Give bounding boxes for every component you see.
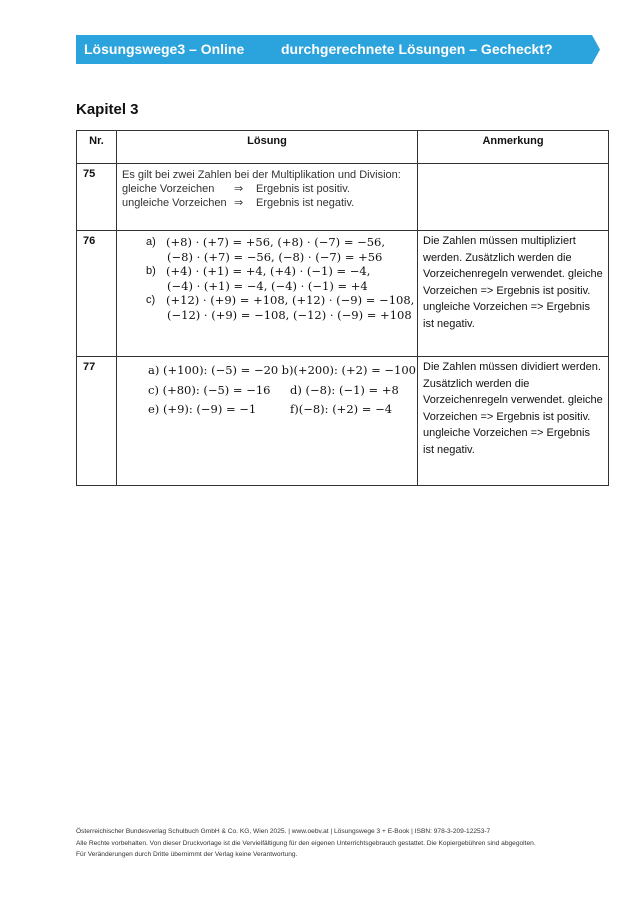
rule-result: Ergebnis ist negativ. xyxy=(256,197,355,209)
equation-pair xyxy=(148,400,416,420)
rule-result: Ergebnis ist positiv. xyxy=(256,183,350,195)
equation-line: (+4) · (+1) = +4, (+4) · (−1) = −4, xyxy=(166,264,371,278)
row-number: 75 xyxy=(77,164,117,231)
row-number: 76 xyxy=(77,231,117,357)
equation-right: f)(−8): (+2) = −4 xyxy=(290,402,393,416)
row-number: 77 xyxy=(77,357,117,486)
multiplication-solutions xyxy=(118,232,416,322)
rule-line xyxy=(122,196,416,210)
equation-line: (−4) · (+1) = −4, (−4) · (−1) = +4 xyxy=(167,278,368,293)
rule-sign: gleiche Vorzeichen xyxy=(122,183,215,195)
equation-left: a) (+100): (−5) = −20 xyxy=(148,363,279,377)
equation-line: (+8) · (+7) = +56, (+8) · (−7) = −56, xyxy=(166,235,386,249)
header-banner xyxy=(76,35,600,64)
part-label: a) xyxy=(146,236,156,248)
footer-line: Alle Rechte vorbehalten. Von dieser Druckvorlage ist die Vervielfältigung für den eigenen Unterrichtsgebrauch gestattet. Die Kopiergebühren sind abgegolten. xyxy=(76,839,536,847)
solution-part xyxy=(146,293,416,308)
solution-cell xyxy=(117,231,418,357)
implies-icon: ⇒ xyxy=(234,183,244,195)
header-anmerkung: Anmerkung xyxy=(418,131,609,164)
rule-sign: ungleiche Vorzeichen xyxy=(122,197,227,209)
footer xyxy=(76,826,536,861)
equation-pair xyxy=(148,361,416,381)
footer-line: Für Veränderungen durch Dritte übernimmt der Verlag keine Verantwortung. xyxy=(76,851,298,858)
chapter-title: Kapitel 3 xyxy=(76,101,139,118)
equation-pair xyxy=(148,381,416,401)
note-cell: Die Zahlen müssen dividiert werden. Zusätzlich werden die Vorzeichenregeln verwendet. gleiche Vorzeichen => Ergebnis ist positiv. ungleiche Vorzeichen => Ergebnis ist negativ. xyxy=(418,357,609,486)
header-loesung: Lösung xyxy=(117,131,418,164)
equation-left: c) (+80): (−5) = −16 xyxy=(148,382,271,397)
solution-cell xyxy=(117,164,418,231)
equation-line: (−12) · (+9) = −108, (−12) · (−9) = +108 xyxy=(167,307,412,322)
division-solutions xyxy=(118,358,416,420)
header-nr: Nr. xyxy=(77,131,117,164)
solution-part xyxy=(146,235,416,250)
rule-line xyxy=(122,182,416,196)
note-cell xyxy=(418,164,609,231)
note-cell: Die Zahlen müssen multipliziert werden. Zusätzlich werden die Vorzeichenregeln verwendet. gleiche Vorzeichen => Ergebnis ist positiv. ungleiche Vorzeichen => Ergebnis ist negativ. xyxy=(418,231,609,357)
implies-icon: ⇒ xyxy=(234,197,244,209)
table-row xyxy=(77,231,609,357)
table-row xyxy=(77,357,609,486)
part-label: b) xyxy=(146,265,156,277)
equation-line: (−8) · (+7) = −56, (−8) · (−7) = +56 xyxy=(167,249,383,264)
table-row xyxy=(77,164,609,231)
equation-right: b)(+200): (+2) = −100 xyxy=(281,363,416,377)
solution-cell xyxy=(117,357,418,486)
equation-right: d) (−8): (−1) = +8 xyxy=(290,382,399,397)
equation-left: e) (+9): (−9) = −1 xyxy=(148,402,257,416)
footer-line: Österreichischer Bundesverlag Schulbuch GmbH & Co. KG, Wien 2025. | www.oebv.at | Lösungswege 3 + E-Book | ISBN: 978-3-209-12253-7 xyxy=(76,828,491,835)
header-title-left: Lösungswege3 – Online xyxy=(84,41,245,57)
equation-line: (+12) · (+9) = +108, (+12) · (−9) = −108, xyxy=(166,293,415,307)
solutions-table xyxy=(76,130,609,486)
part-label: c) xyxy=(146,294,156,306)
header-title-right: durchgerechnete Lösungen – Gecheckt? xyxy=(281,41,553,57)
rule-intro: Es gilt bei zwei Zahlen bei der Multiplikation und Division: xyxy=(122,169,401,181)
table-header-row xyxy=(77,131,609,164)
solution-part xyxy=(146,264,416,279)
sign-rule xyxy=(118,165,416,210)
